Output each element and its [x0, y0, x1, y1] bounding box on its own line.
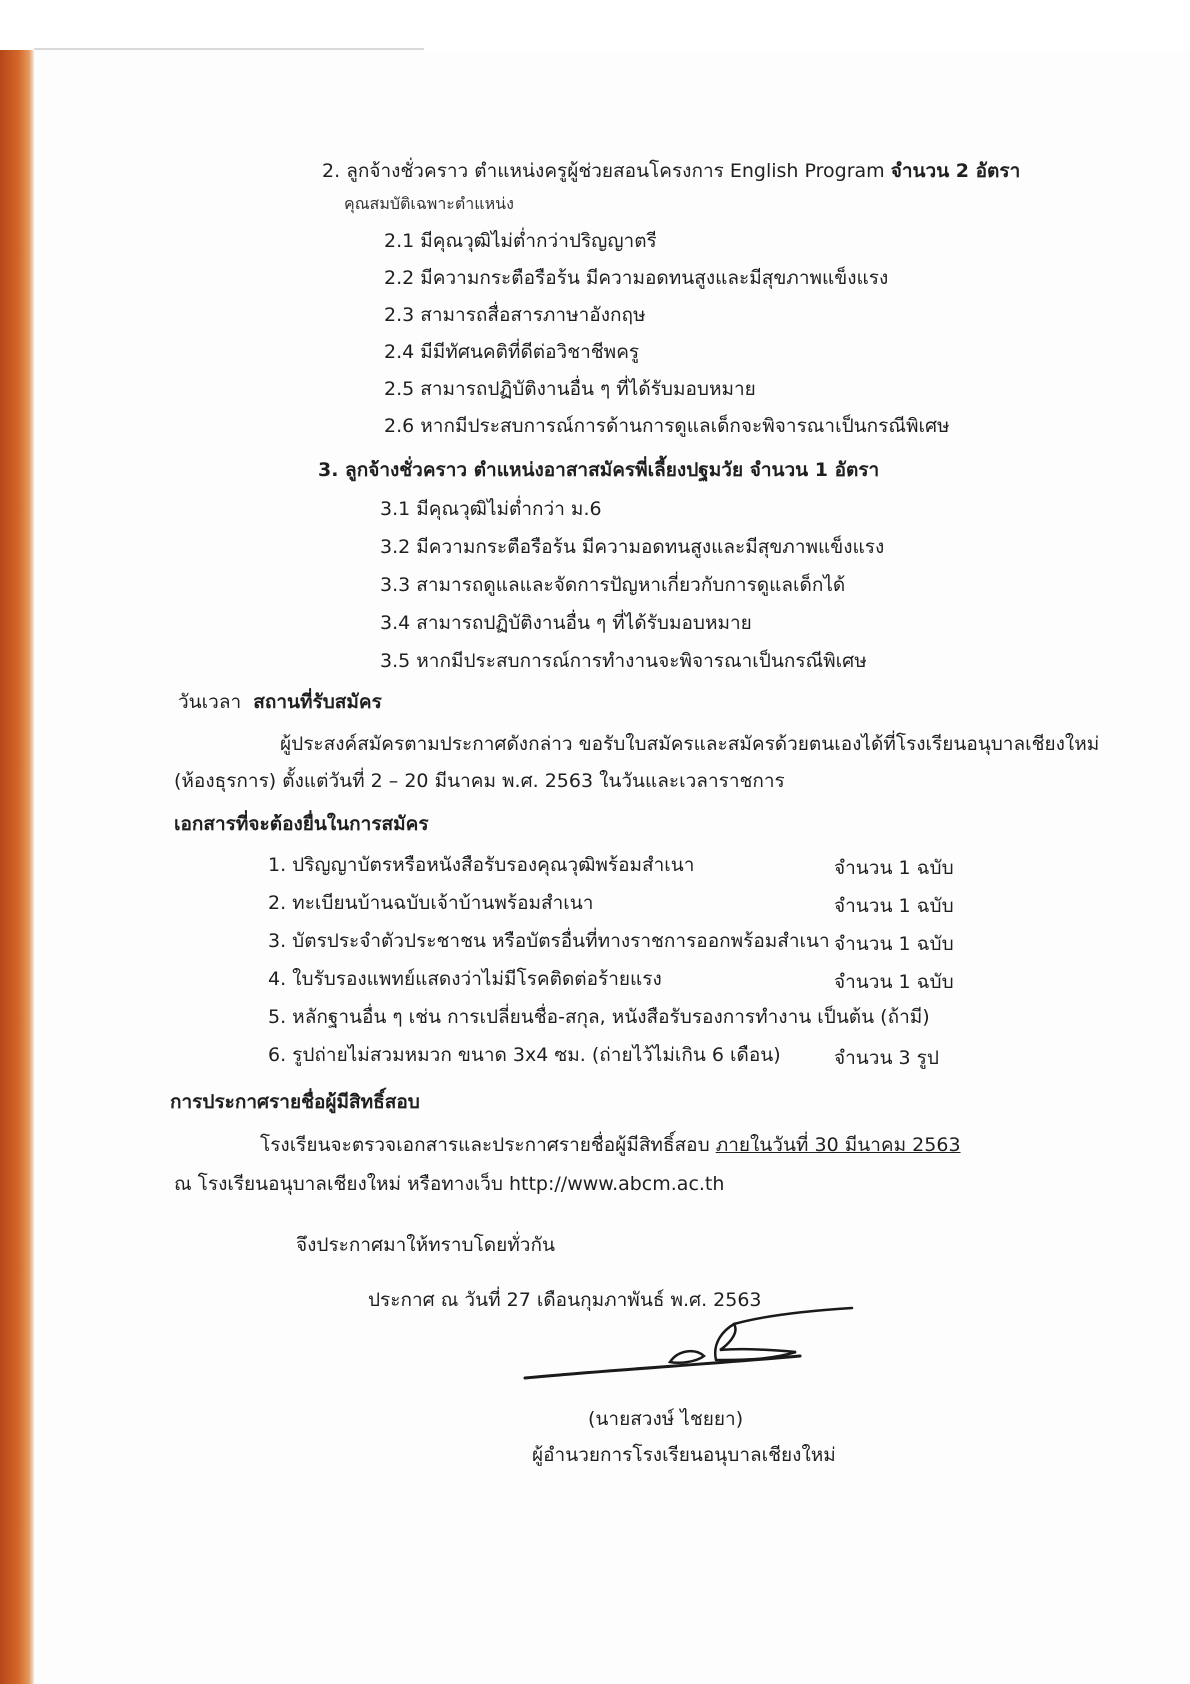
section2-heading [322, 158, 1020, 184]
section2-item: 2.6 หากมีประสบการณ์การด้านการดูแลเด็กจะพิจารณาเป็นกรณีพิเศษ [384, 415, 950, 437]
document-qty: จำนวน 1 ฉบับ [834, 971, 954, 993]
document-qty: จำนวน 3 รูป [834, 1047, 939, 1069]
section2-item: 2.4 มีมีทัศนคติที่ดีต่อวิชาชีพครู [384, 341, 640, 363]
document-item: 1. ปริญญาบัตรหรือหนังสือรับรองคุณวุฒิพร้อมสำเนา [268, 854, 695, 876]
signature-image [520, 1290, 860, 1400]
announce-deadline: ภายในวันที่ 30 มีนาคม 2563 [715, 1134, 961, 1156]
section2-heading-count: จำนวน 2 อัตรา [890, 160, 1021, 182]
section3-item: 3.3 สามารถดูแลและจัดการปัญหาเกี่ยวกับการดูแลเด็กได้ [380, 574, 846, 596]
section2-item: 2.1 มีคุณวุฒิไม่ต่ำกว่าปริญญาตรี [384, 230, 657, 252]
document-item: 3. บัตรประจำตัวประชาชน หรือบัตรอื่นที่ทางราชการออกพร้อมสำเนา [268, 930, 830, 952]
apply-heading [178, 689, 382, 715]
document-qty: จำนวน 1 ฉบับ [834, 857, 954, 879]
section3-item: 3.2 มีความกระตือรือร้น มีความอดทนสูงและมีสุขภาพแข็งแรง [380, 536, 885, 558]
section2-heading-text: ลูกจ้างชั่วคราว ตำแหน่งครูผู้ช่วยสอนโครงการ English Program [346, 160, 885, 182]
document-item: 6. รูปถ่ายไม่สวมหมวก ขนาด 3x4 ซม. (ถ่ายไว้ไม่เกิน 6 เดือน) [268, 1044, 781, 1066]
section3-item: 3.1 มีคุณวุฒิไม่ต่ำกว่า ม.6 [380, 498, 602, 520]
section2-number: 2. [322, 160, 341, 182]
apply-heading-date: วันเวลา [178, 691, 242, 713]
section2-item: 2.2 มีความกระตือรือร้น มีความอดทนสูงและมีสุขภาพแข็งแรง [384, 267, 889, 289]
section3-heading: 3. ลูกจ้างชั่วคราว ตำแหน่งอาสาสมัครพี่เลี้ยงปฐมวัย จำนวน 1 อัตรา [318, 459, 880, 481]
section3-item: 3.5 หากมีประสบการณ์การทำงานจะพิจารณาเป็นกรณีพิเศษ [380, 650, 867, 672]
section3-item: 3.4 สามารถปฏิบัติงานอื่น ๆ ที่ได้รับมอบหมาย [380, 612, 752, 634]
apply-line-2: (ห้องธุรการ) ตั้งแต่วันที่ 2 – 20 มีนาคม พ.ศ. 2563 ในวันและเวลาราชการ [174, 770, 785, 792]
section2-item: 2.3 สามารถสื่อสารภาษาอังกฤษ [384, 304, 646, 326]
closing-line: จึงประกาศมาให้ทราบโดยทั่วกัน [296, 1234, 555, 1256]
document-item: 5. หลักฐานอื่น ๆ เช่น การเปลี่ยนชื่อ-สกุล, หนังสือรับรองการทำงาน เป็นต้น (ถ้ามี) [268, 1006, 930, 1028]
announce-line-1-text: โรงเรียนจะตรวจเอกสารและประกาศรายชื่อผู้มีสิทธิ์สอบ [260, 1134, 710, 1156]
photo-edge-border [0, 50, 34, 1684]
announce-line-1 [260, 1132, 961, 1158]
announce-heading: การประกาศรายชื่อผู้มีสิทธิ์สอบ [170, 1091, 420, 1113]
date-line: ประกาศ ณ วันที่ 27 เดือนกุมภาพันธ์ พ.ศ. 2563 [368, 1289, 762, 1311]
announce-line-2: ณ โรงเรียนอนุบาลเชียงใหม่ หรือทางเว็บ http://www.abcm.ac.th [174, 1173, 725, 1195]
document-qty: จำนวน 1 ฉบับ [834, 933, 954, 955]
document-page [34, 50, 1190, 1684]
apply-line-1: ผู้ประสงค์สมัครตามประกาศดังกล่าว ขอรับใบสมัครและสมัครด้วยตนเองได้ที่โรงเรียนอนุบาลเชียงใหม่ [280, 733, 1100, 755]
document-item: 2. ทะเบียนบ้านฉบับเจ้าบ้านพร้อมสำเนา [268, 892, 594, 914]
signer-title: ผู้อำนวยการโรงเรียนอนุบาลเชียงใหม่ [532, 1444, 836, 1466]
document-item: 4. ใบรับรองแพทย์แสดงว่าไม่มีโรคติดต่อร้ายแรง [268, 968, 662, 990]
signer-name: (นายสวงษ์ ไชยยา) [588, 1408, 744, 1430]
apply-heading-place: สถานที่รับสมัคร [253, 691, 382, 713]
section2-qual-label: คุณสมบัติเฉพาะตำแหน่ง [344, 194, 514, 213]
document-qty: จำนวน 1 ฉบับ [834, 895, 954, 917]
section2-item: 2.5 สามารถปฏิบัติงานอื่น ๆ ที่ได้รับมอบหมาย [384, 378, 756, 400]
documents-heading: เอกสารที่จะต้องยื่นในการสมัคร [174, 813, 429, 835]
